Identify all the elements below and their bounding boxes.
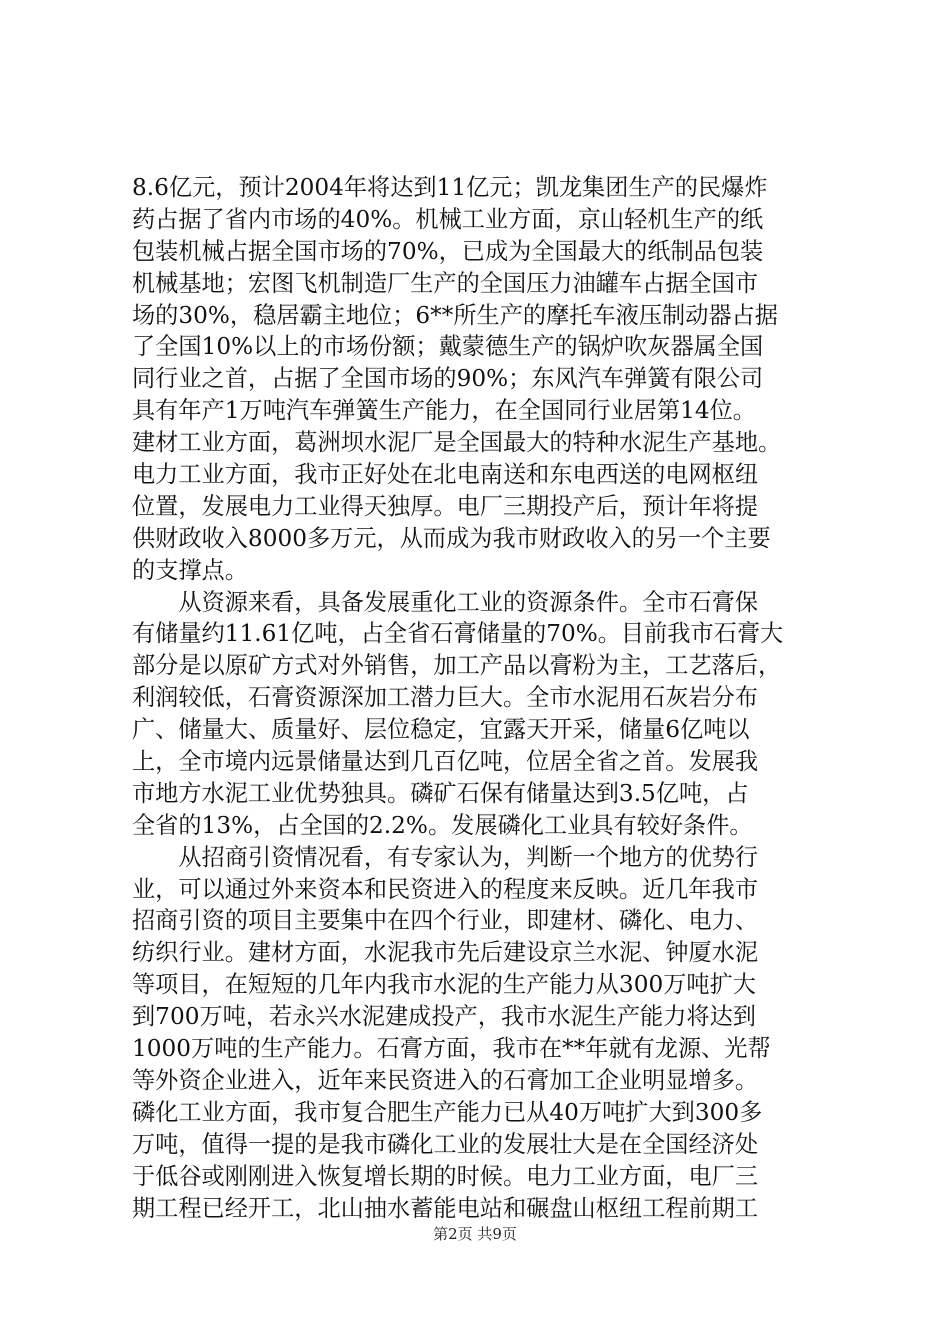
text-line: 磷化工业方面，我市复合肥生产能力已从40万吨扩大到300多 — [132, 1098, 763, 1126]
text-line: 了全国10%以上的市场份额；戴蒙德生产的锅炉吹灰器属全国 — [132, 333, 764, 361]
text-line: 药占据了省内市场的40%。机械工业方面，京山轻机生产的纸 — [132, 205, 764, 233]
text-line: 有储量约11.61亿吨，占全省石膏储量的70%。目前我市石膏大 — [132, 620, 784, 648]
text-line: 纺织行业。建材方面，水泥我市先后建设京兰水泥、钟厦水泥 — [132, 939, 759, 967]
text-line: 市地方水泥工业优势独具。磷矿石保有储量达到3.5亿吨，占 — [132, 779, 749, 807]
text-line: 从招商引资情况看，有专家认为，判断一个地方的优势行 — [132, 843, 759, 871]
text-line: 建材工业方面，葛洲坝水泥厂是全国最大的特种水泥生产基地。 — [132, 429, 782, 457]
text-line: 从资源来看，具备发展重化工业的资源条件。全市石膏保 — [132, 588, 759, 616]
text-line: 到700万吨，若永兴水泥建成投产，我市水泥生产能力将达到 — [132, 1003, 756, 1031]
text-line: 包装机械占据全国市场的70%，已成为全国最大的纸制品包装 — [132, 237, 764, 265]
text-line: 上，全市境内远景储量达到几百亿吨，位居全省之首。发展我 — [132, 748, 759, 776]
text-line: 招商引资的项目主要集中在四个行业，即建材、磷化、电力、 — [132, 907, 759, 935]
text-line: 部分是以原矿方式对外销售，加工产品以膏粉为主，工艺落后， — [132, 652, 782, 680]
text-line: 的支撑点。 — [132, 556, 248, 584]
text-line: 电力工业方面，我市正好处在北电南送和东电西送的电网枢纽 — [132, 461, 759, 489]
text-line: 具有年产1万吨汽车弹簧生产能力，在全国同行业居第14位。 — [132, 397, 756, 425]
text-line: 等项目，在短短的几年内我市水泥的生产能力从300万吨扩大 — [132, 971, 756, 999]
text-line: 同行业之首，占据了全国市场的90%；东风汽车弹簧有限公司 — [132, 365, 764, 393]
text-line: 1000万吨的生产能力。石膏方面，我市在**年就有龙源、光帮 — [132, 1035, 771, 1063]
text-line: 利润较低，石膏资源深加工潜力巨大。全市水泥用石灰岩分布 — [132, 684, 759, 712]
text-line: 期工程已经开工，北山抽水蓄能电站和碾盘山枢纽工程前期工 — [132, 1194, 759, 1222]
text-line: 场的30%，稳居霸主地位；6**所生产的摩托车液压制动器占据 — [132, 301, 778, 329]
page-footer: 第2页 共9页 — [433, 1225, 517, 1243]
text-line: 全省的13%，占全国的2.2%。发展磷化工业具有较好条件。 — [132, 811, 753, 839]
text-line: 万吨，值得一提的是我市磷化工业的发展壮大是在全国经济处 — [132, 1130, 759, 1158]
text-line: 机械基地；宏图飞机制造厂生产的全国压力油罐车占据全国市 — [132, 269, 759, 297]
text-line: 广、储量大、质量好、层位稳定，宜露天开采，储量6亿吨以 — [132, 716, 750, 744]
text-line: 等外资企业进入，近年来民资进入的石膏加工企业明显增多。 — [132, 1066, 759, 1094]
text-line: 位置，发展电力工业得天独厚。电厂三期投产后，预计年将提 — [132, 492, 759, 520]
document-body — [132, 172, 827, 1224]
text-line: 于低谷或刚刚进入恢复增长期的时候。电力工业方面，电厂三 — [132, 1162, 759, 1190]
text-line: 供财政收入8000多万元，从而成为我市财政收入的另一个主要 — [132, 524, 771, 552]
text-line: 业，可以通过外来资本和民资进入的程度来反映。近几年我市 — [132, 875, 759, 903]
text-line: 8.6亿元，预计2004年将达到11亿元；凯龙集团生产的民爆炸 — [132, 174, 768, 201]
